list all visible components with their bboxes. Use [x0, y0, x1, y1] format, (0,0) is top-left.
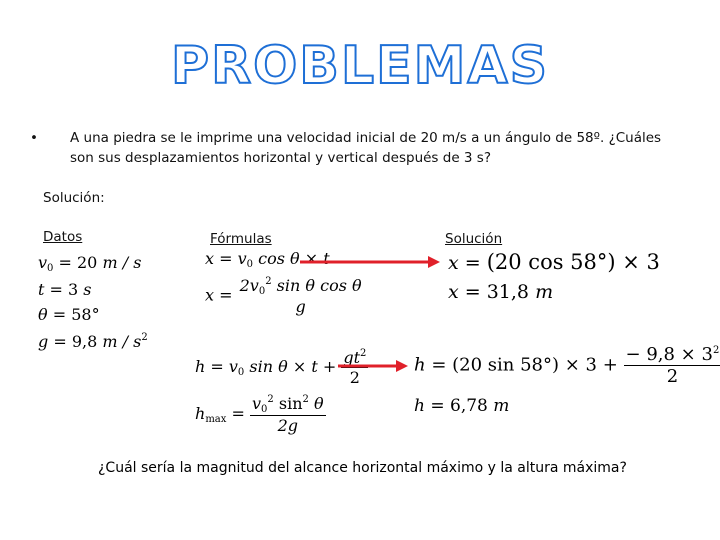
arrow-x: [300, 252, 442, 272]
result-x-expression: x = (20 cos 58°) × 3: [448, 250, 660, 274]
datos-header: Datos: [43, 229, 83, 245]
result-h-value: h = 6,78 m: [414, 396, 510, 416]
formula-x: $x = v_0$ cos θ × t: [205, 249, 330, 270]
datos-g: g = 9,8 m / $s^2$: [38, 332, 148, 351]
solution-label: Solución:: [43, 190, 105, 206]
page-title: PROBLEMAS: [170, 36, 550, 96]
final-question: ¿Cuál sería la magnitud del alcance horizontal máximo y la altura máxima?: [98, 460, 627, 476]
formulas-header: Fórmulas: [210, 231, 272, 247]
problem-statement: A una piedra se le imprime una velocidad inicial de 20 m/s a un ángulo de 58º. ¿Cuáles son sus desplazamientos horizontal y vertical después de 3 s?: [70, 130, 662, 166]
formula-h: $h = v_0$ sin θ × t + $\frac{gt^2}{2}$: [195, 348, 367, 387]
result-x-value: x = 31,8 m: [448, 281, 554, 303]
datos-v0: $v_0 = 20$ m / s: [38, 253, 142, 274]
formula-x-range: x = $2v_0^2$ sin θ cos θ g: [205, 276, 362, 316]
formula-hmax: $h_{max}$ = $\frac{v_0^2 \sin^2 \theta}{2g}$: [195, 394, 324, 435]
arrow-h: [338, 356, 410, 376]
datos-theta: θ = 58°: [38, 305, 100, 324]
solucion-header: Solución: [445, 231, 503, 247]
bullet: •: [30, 130, 38, 146]
result-h-expression: h = (20 sin 58°) × 3 + $\frac{- 9,8 \times 3^2}{2}$: [414, 344, 720, 387]
datos-t: t = 3 s: [38, 280, 92, 299]
